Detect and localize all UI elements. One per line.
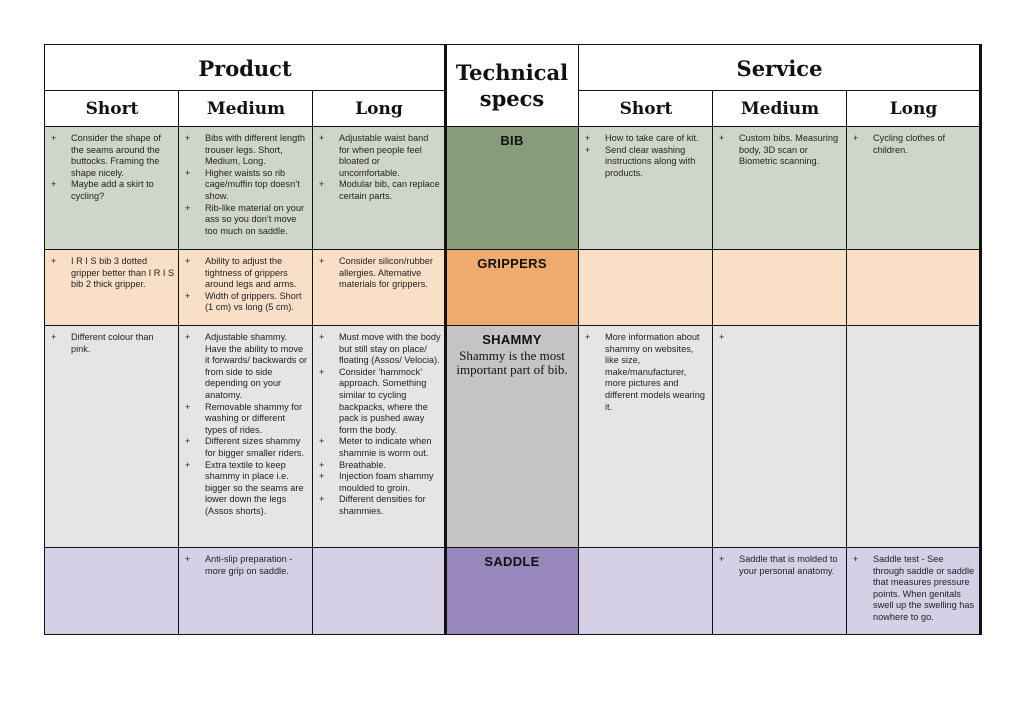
bullet-item: + Maybe add a skirt to cycling? [51, 179, 175, 202]
bib-row-product-medium [179, 127, 313, 250]
section-divider-thick [444, 44, 447, 635]
bullet-item: + Custom bibs. Measuring body, 3D scan or Biometric scanning. [719, 133, 843, 168]
product-medium-header: Medium [206, 99, 286, 119]
bullet-item: + Higher waists so rib cage/muffin top doesn’t show. [185, 168, 309, 203]
bib-row-service-short [579, 127, 713, 250]
bullet-item: + Send clear washing instructions along with products. [585, 145, 709, 180]
bullet-item: + Consider silicon/rubber allergies. Alternative materials for grippers. [319, 256, 441, 291]
product-header: Product [198, 55, 292, 81]
bullet-item: + Saddle test - See through saddle or saddle that measures pressure points. When genitals swell up the swelling has nowhere to go. [853, 554, 976, 624]
shammy-tech-cell [445, 326, 579, 548]
bullet-list [713, 548, 847, 577]
bullet-list [713, 127, 847, 168]
product-long-header: Long [355, 99, 403, 119]
bullet-item: + Consider ‘hammock’ approach. Something similar to cycling backpacks, where the pack is pushed away form the body. [319, 367, 441, 437]
bullet-list [179, 326, 313, 518]
bullet-list [179, 250, 313, 314]
bullet-item: + Anti-slip preparation - more grip on saddle. [185, 554, 309, 577]
shammy-label: SHAMMY [482, 332, 542, 347]
saddle-tech-cell [445, 548, 579, 635]
grippers-row-service-medium [713, 250, 847, 326]
bullet-item: + Ability to adjust the tightness of grippers around legs and arms. [185, 256, 309, 291]
bullet-list [45, 127, 179, 203]
bullet-item: + Breathable. [319, 460, 441, 472]
grippers-row-product-long [313, 250, 445, 326]
bullet-list [579, 127, 713, 179]
saddle-row-service-short [579, 548, 713, 635]
product-short-header: Short [85, 99, 139, 119]
shammy-row-product-long [313, 326, 445, 548]
bullet-list [45, 548, 179, 554]
row-divider-line [44, 249, 982, 250]
row-divider-line [44, 325, 982, 326]
shammy-row-service-short [579, 326, 713, 548]
bullet-item: + Removable shammy for washing or different types of rides. [185, 402, 309, 437]
bullet-list [579, 548, 713, 554]
bullet-item: + Rib-like material on your ass so you don’t move too much on saddle. [185, 203, 309, 238]
table-border-left [44, 44, 45, 635]
service-long-header: Long [889, 99, 938, 119]
grippers-row-product-medium [179, 250, 313, 326]
bullet-list [579, 326, 713, 413]
bullet-item: + Modular bib, can replace certain parts. [319, 179, 441, 202]
saddle-row-product-medium [179, 548, 313, 635]
service-short-header: Short [619, 99, 673, 119]
row-divider-line [44, 126, 982, 127]
bib-row-product-short [45, 127, 179, 250]
bib-tech-cell [445, 127, 579, 250]
bullet-item: + How to take care of kit. [585, 133, 709, 145]
service-medium-header: Medium [740, 99, 820, 119]
saddle-label: SADDLE [484, 554, 540, 569]
bullet-item: + Extra textile to keep shammy in place i.e. bigger so the seams are lower down the legs (Assos shorts). [185, 460, 309, 518]
grippers-row-product-short [45, 250, 179, 326]
bullet-list [713, 326, 847, 332]
saddle-row-service-long [847, 548, 980, 635]
column-divider-line [312, 90, 313, 635]
bullet-item: + I R I S bib 3 dotted gripper better than I R I S bib 2 thick gripper. [51, 256, 175, 291]
column-divider-line [846, 90, 847, 635]
bullet-item: + Meter to indicate when shammie is worm out. [319, 436, 441, 459]
table-border-top [44, 44, 982, 45]
grippers-row-service-short [579, 250, 713, 326]
bullet-item: + Injection foam shammy moulded to groin. [319, 471, 441, 494]
bib-row-service-long [847, 127, 980, 250]
bullet-item: + Saddle that is molded to your personal anatomy. [719, 554, 843, 577]
shammy-row-service-long [847, 326, 980, 548]
bullet-item: + Different sizes shammy for bigger smaller riders. [185, 436, 309, 459]
bullet-item: + Cycling clothes of children. [853, 133, 976, 156]
shammy-subtitle: Shammy is the most important part of bib. [456, 348, 568, 377]
bib-row-service-medium [713, 127, 847, 250]
bullet-item: + Bibs with different length trouser legs. Short, Medium, Long. [185, 133, 309, 168]
row-divider-line [44, 547, 982, 548]
header-divider-line [579, 90, 981, 91]
bullet-item: + Consider the shape of the seams around the buttocks. Framing the shape nicely. [51, 133, 175, 179]
bullet-list [313, 326, 445, 518]
bib-label: BIB [500, 133, 524, 148]
grippers-row-service-long [847, 250, 980, 326]
bullet-item: + More information about shammy on websites, like size, make/manufacturer, more pictures and different models wearing it. [585, 332, 709, 413]
column-divider-line [712, 90, 713, 635]
bib-row-product-long [313, 127, 445, 250]
bullet-list [45, 250, 179, 291]
table-border-right-thick [979, 44, 982, 635]
technical-specs-header: Technical specs [455, 60, 569, 111]
bullet-list [179, 127, 313, 237]
shammy-row-product-medium [179, 326, 313, 548]
bullet-list [313, 250, 445, 291]
service-header: Service [736, 55, 823, 81]
grippers-tech-cell [445, 250, 579, 326]
bullet-list [313, 127, 445, 203]
bullet-item: + Width of grippers. Short (1 cm) vs long (5 cm). [185, 291, 309, 314]
saddle-row-product-long [313, 548, 445, 635]
table-border-bottom [44, 634, 982, 635]
shammy-row-service-medium [713, 326, 847, 548]
bullet-item: + Adjustable waist band for when people feel bloated or uncomfortable. [319, 133, 441, 179]
bullet-list [179, 548, 313, 577]
bullet-item: + Must move with the body but still stay on place/ floating (Assos/ Velocia). [319, 332, 441, 367]
column-divider-line [178, 90, 179, 635]
bullet-item: + Adjustable shammy. Have the ability to move it forwards/ backwards or from side to side depending on your anatomy. [185, 332, 309, 402]
shammy-row-product-short [45, 326, 179, 548]
bullet-list [579, 250, 713, 256]
bullet-item: + Different colour than pink. [51, 332, 175, 355]
bullet-list [45, 326, 179, 355]
grippers-label: GRIPPERS [477, 256, 547, 271]
bullet-list [847, 127, 980, 156]
bullet-list [847, 548, 980, 624]
section-divider-line [578, 44, 579, 635]
saddle-row-product-short [45, 548, 179, 635]
bullet-list [847, 250, 980, 256]
bullet-list [713, 250, 847, 256]
bullet-list [847, 326, 980, 332]
saddle-row-service-medium [713, 548, 847, 635]
bullet-list [313, 548, 445, 554]
header-divider-line [44, 90, 446, 91]
bullet-item: + Different densities for shammies. [319, 494, 441, 517]
